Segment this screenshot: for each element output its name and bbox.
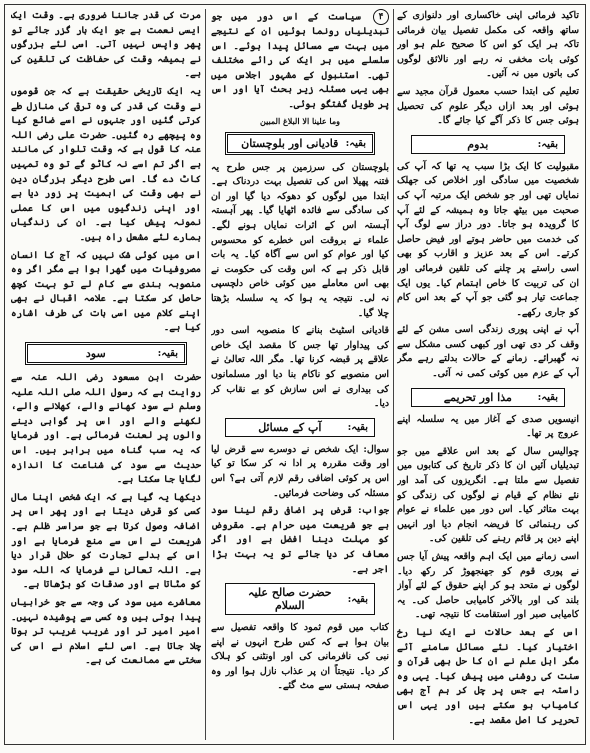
paragraph: انیسویں صدی کے آغاز میں یہ سلسلہ اپنے عروج پر تھا۔ bbox=[397, 413, 579, 440]
paragraph: مقبولیت کا ایک بڑا سبب یہ تھا کہ آپ کی شخصیت میں سادگی اور اخلاص کی جھلک نمایاں تھی اور جو شخص ایک مرتبہ آپ کی صحبت میں بیٹھ جاتا وہ ہمیشہ کے لئے آپ کا گرویدہ ہو جاتا۔ دور دراز سے لوگ آپ کی خدمت میں حاضر ہوتے اور فیض حاصل کرتے۔ اس کے بعد عزیز و اقارب کو بھی اسی راستے پر چلنے کی تلقین فرمائی اور ان کی تربیت کا خاص اہتمام کیا۔ یوں ایک جماعت تیار ہو گئی جو آپ کے بعد اس کام کو جاری رکھے۔ bbox=[397, 160, 579, 318]
item-number-badge: ۴ bbox=[373, 9, 389, 25]
paragraph: حضرت ابن مسعود رضی اللہ عنہ سے روایت ہے کہ رسول اللہ صلی اللہ علیہ وسلم نے سود کھانے والے، کھلانے والے، لکھنے والے اور اس پر گواہی دینے والوں پر لعنت فرمائی ہے۔ اور فرمایا کہ یہ سب گناہ میں برابر ہیں۔ اس حدیث سے سود کی شناعت کا اندازہ لگایا جا سکتا ہے۔ bbox=[11, 372, 201, 486]
newspaper-page bbox=[4, 4, 586, 745]
paragraph: اس میں کوئی شک نہیں کہ آج کا انسان مصروفیات میں گھرا ہوا ہے مگر اگر وہ منصوبہ بندی سے کام لے تو بہت کچھ حاصل کر سکتا ہے۔ علامہ اقبال نے بھی اپنے کلام میں اسی بات کی طرف اشارہ کیا ہے۔ bbox=[11, 249, 201, 334]
paragraph bbox=[211, 9, 389, 113]
paragraph: سوال: ایک شخص نے دوسرے سے قرض لیا اور وقت مقررہ پر ادا نہ کر سکا تو کیا اس پر کوئی اضافی رقم لازم آتی ہے؟ اس مسئلہ کی وضاحت فرمائیں۔ bbox=[211, 443, 389, 499]
paragraph: بلوچستان کی سرزمین پر جس طرح یہ فتنہ پھیلا اس کی تفصیل بہت دردناک ہے۔ ابتدا میں لوگوں کو دھوکہ دیا گیا اور ان کی سادگی سے فائدہ اٹھایا گیا۔ پھر آہستہ آہستہ اس کے اثرات نمایاں ہونے لگے۔ علماء نے بروقت اس خطرے کو محسوس کیا اور عوام کو اس سے آگاہ کیا۔ یہ بات قابل ذکر ہے کہ اس وقت کی حکومت نے بھی اس معاملے میں کوئی خاص دلچسپی نہ لی۔ نتیجہ یہ ہوا کہ یہ سلسلہ بڑھتا چلا گیا۔ bbox=[211, 161, 389, 319]
paragraph: چوالیس سال کے بعد اس علاقے میں جو تبدیلیاں آئیں ان کا ذکر تاریخ کی کتابوں میں تفصیل سے ملتا ہے۔ انگریزوں کی آمد اور نئے نظام کے قیام نے لوگوں کی زندگی کو بہت متاثر کیا۔ اس دور میں علماء نے عوام کی رہنمائی کا فریضہ انجام دیا اور انہیں اپنے دین پر قائم رہنے کی تلقین کی۔ bbox=[397, 445, 579, 545]
paragraph: کتاب میں قوم ثمود کا واقعہ تفصیل سے بیان ہوا ہے کہ کس طرح انہوں نے اپنے نبی کی نافرمانی کی اور اونٹنی کو ہلاک کر دیا۔ نتیجتاً ان پر عذاب نازل ہوا اور وہ صفحہ ہستی سے مٹ گئے۔ bbox=[211, 622, 389, 692]
heading-label: بقیہ: bbox=[347, 421, 368, 433]
column-left bbox=[11, 9, 201, 740]
paragraph: اس کے بعد حالات نے ایک نیا رخ اختیار کیا۔ نئے مسائل سامنے آئے مگر اہل علم نے ان کا حل بھی قرآن و سنت کی روشنی میں پیش کیا۔ یہی وہ راستہ ہے جس پر چل کر ہم آج بھی کامیاب ہو سکتے ہیں اور یہی اس تحریر کا اصل مقصد ہے۔ bbox=[397, 626, 579, 726]
heading-title: مذا اور تحریمے bbox=[443, 390, 512, 404]
heading-label: بقیہ: bbox=[347, 593, 368, 605]
closing-verse: وما علینا الا البلاغ المبین bbox=[259, 115, 341, 126]
section-heading-box bbox=[225, 583, 375, 615]
heading-label: بقیہ: bbox=[537, 138, 558, 150]
section-heading-box bbox=[411, 135, 565, 154]
section-heading-box bbox=[25, 342, 187, 365]
heading-title: حضرت صالح علیہ السلام bbox=[248, 586, 332, 613]
paragraph: یہ ایک تاریخی حقیقت ہے کہ جن قوموں نے وقت کی قدر کی وہ ترقی کی منازل طے کرتی گئیں اور جنہوں نے اسے ضائع کیا وہ پیچھے رہ گئیں۔ حضرت علی رضی اللہ عنہ کا قول ہے کہ وقت تلوار کی مانند ہے اگر تم اسے نہ کاٹو گے تو وہ تمہیں کاٹ دے گا۔ اسی طرح دیگر بزرگان دین نے بھی وقت کی اہمیت پر زور دیا ہے اور اپنی زندگیوں میں اس کا عملی نمونہ پیش کیا ہے۔ ان کی زندگیاں ہمارے لئے مشعل راہ ہیں۔ bbox=[11, 85, 201, 243]
heading-title: بدوم bbox=[467, 137, 489, 151]
heading-label: بقیہ: bbox=[157, 348, 178, 360]
heading-label: بقیہ: bbox=[537, 391, 558, 403]
column-right bbox=[397, 9, 579, 740]
paragraph: جواب: قرض پر اضافی رقم لینا سود ہے جو شریعت میں حرام ہے۔ مقروض کو مہلت دینا افضل ہے اور اگر معاف کر دیا جائے تو یہ بہت بڑا اجر ہے۔ bbox=[211, 505, 389, 575]
section-heading-box bbox=[225, 418, 375, 437]
paragraph: تعلیم کی ابتدا حسب معمول قرآن مجید سے ہوئی اور بعد ازاں دیگر علوم کی تحصیل ہوئی جس کا ذکر آگے کیا جائے گا۔ bbox=[397, 85, 579, 127]
heading-title: قادیانی اور بلوچستان bbox=[241, 136, 339, 150]
heading-title: آپ کے مسائل bbox=[258, 420, 322, 434]
paragraph: اسی زمانے میں ایک اہم واقعہ پیش آیا جس نے پوری قوم کو جھنجھوڑ کر رکھ دیا۔ لوگوں نے متحد ہو کر اپنے حقوق کے لئے آواز بلند کی اور بالآخر کامیابی حاصل کی۔ یہ کامیابی صبر اور استقامت کا نتیجہ تھی۔ bbox=[397, 551, 579, 621]
paragraph: معاشرے میں سود کی وجہ سے جو خرابیاں پیدا ہوتی ہیں وہ کسی سے پوشیدہ نہیں۔ امیر امیر تر اور غریب غریب تر ہوتا چلا جاتا ہے۔ اسی لئے اسلام نے اس کی سختی سے ممانعت کی ہے۔ bbox=[11, 596, 201, 667]
paragraph: آپ نے اپنی پوری زندگی اسی مشن کے لئے وقف کر دی تھی اور کبھی کسی مشکل سے نہ گھبرائے۔ زمانے کے حالات بدلتے رہے مگر آپ کے عزم میں کوئی کمی نہ آئی۔ bbox=[397, 324, 579, 380]
paragraph: تاکید فرمائی اپنی خاکساری اور دلنوازی کے ساتھ واقعہ کی مکمل تفصیل بیان فرمائی تاکہ ہر ایک کو اس کا صحیح علم ہو اور کوئی بات مخفی نہ رہے اور نالائق لوگوں کی باتوں میں نہ آئیں۔ bbox=[397, 10, 579, 80]
heading-title: سود bbox=[85, 347, 106, 361]
paragraph: قادیانی اسٹیٹ بنانے کا منصوبہ اسی دور کی پیداوار تھا جس کا مقصد ایک خاص علاقے پر قبضہ کرنا تھا۔ مگر اللہ تعالیٰ نے اس منصوبے کو ناکام بنا دیا اور مسلمانوں کی بیداری نے اس سازش کو بے نقاب کر دیا۔ bbox=[211, 325, 389, 410]
section-heading-box bbox=[225, 132, 375, 155]
paragraph: مرت کی قدر جاننا ضروری ہے۔ وقت ایک ایسی نعمت ہے جو ایک بار گزر جائے تو پھر واپس نہیں آتی۔ اسی لئے بزرگوں نے ہمیشہ وقت کی حفاظت کی تلقین کی ہے۔ bbox=[11, 10, 201, 80]
column-middle bbox=[211, 9, 389, 740]
paragraph-text: سیاست کے اس دور میں جو تبدیلیاں رونما ہوئیں ان کے نتیجے میں بہت سے مسائل پیدا ہوئے۔ اس سلسلے میں ہر ایک کی رائے مختلف تھی۔ استنبول کے مشہور اجلاس میں بھی یہی مسئلہ زیر بحث آیا اور اس پر طویل گفتگو ہوئی۔ bbox=[211, 11, 389, 111]
heading-label: بقیہ: bbox=[345, 137, 366, 149]
column-divider bbox=[393, 9, 394, 740]
paragraph: دیکھا یہ گیا ہے کہ ایک شخص اپنا مال کسی کو قرض دیتا ہے اور پھر اس پر اضافہ وصول کرتا ہے جو سراسر ظلم ہے۔ شریعت نے اس سے منع فرمایا ہے اور اس کے بدلے تجارت کو حلال قرار دیا ہے۔ اللہ تعالیٰ نے فرمایا کہ اللہ سود کو مٹاتا ہے اور صدقات کو بڑھاتا ہے۔ bbox=[11, 491, 201, 591]
column-divider bbox=[205, 9, 206, 740]
section-heading-box bbox=[411, 388, 565, 407]
